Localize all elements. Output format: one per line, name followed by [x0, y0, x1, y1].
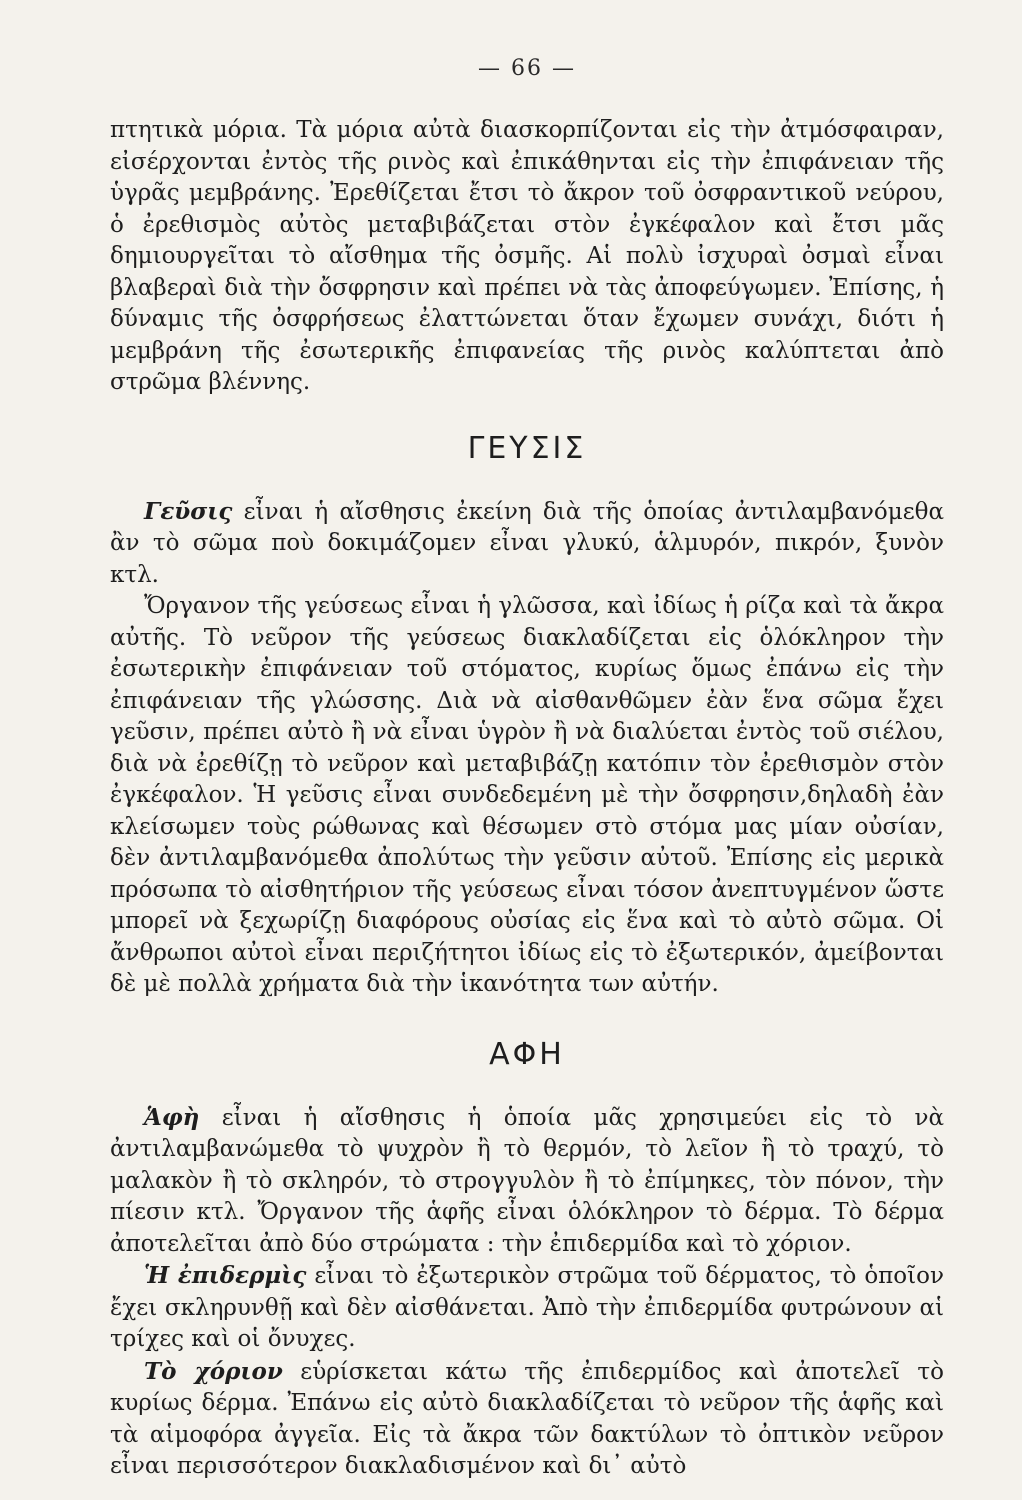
touch-term: Ἁφὴ — [144, 1103, 200, 1131]
taste-paragraph-2: Ὄργανον τῆς γεύσεως εἶναι ἡ γλῶσσα, καὶ ἰδίως ἡ ρίζα καὶ τὰ ἄκρα αὐτῆς. Τὸ νεῦρον τῆς γεύσεως διακλαδίζεται εἰς ὁλόκληρον τὴν ἐσωτερικὴν ἐπιφάνειαν τοῦ στόματος, κυρίως ὅμως ἐπάνω εἰς τὴν ἐπιφάνειαν τῆς γλώσσης. Διὰ νὰ αἰσθανθῶμεν ἐὰν ἕνα σῶμα ἔχει γεῦσιν, πρέπει αὐτὸ ἢ νὰ εἶναι ὑγρὸν ἢ νὰ διαλύεται ἐντὸς τοῦ σιέλου, διὰ νὰ ἐρεθίζῃ τὸ νεῦρον καὶ μεταβιβάζῃ κατόπιν τὸν ἐρεθισμὸν στὸν ἐγκέφαλον. Ἡ γεῦσις εἶναι συνδεδεμένη μὲ τὴν ὄσφρησιν,δηλαδὴ ἐὰν κλείσωμεν τοὺς ρώθωνας καὶ θέσωμεν στὸ στόμα μας μίαν οὐσίαν, δὲν ἀντιλαμβανόμεθα ἀπολύτως τὴν γεῦσιν αὐτοῦ. Ἐπίσης εἰς μερικὰ πρόσωπα τὸ αἰσθητήριον τῆς γεύσεως εἶναι τόσον ἀνεπτυγμένον ὥστε μπορεῖ νὰ ξεχωρίζῃ διαφόρους οὐσίας εἰς ἕνα καὶ τὸ αὐτὸ σῶμα. Οἱ ἄνθρωποι αὐτοὶ εἶναι περιζήτητοι ἰδίως εἰς τὸ ἐξωτερικόν, ἀμείβονται δὲ μὲ πολλὰ χρήματα διὰ τὴν ἱκανότητα των αὐτήν. — [110, 593, 944, 997]
smell-paragraph: πτητικὰ μόρια. Τὰ μόρια αὐτὰ διασκορπίζονται εἰς τὴν ἀτμόσφαιραν, εἰσέρχονται ἐντὸς τῆς ρινὸς καὶ ἐπικάθηνται εἰς τὴν ἐπιφάνειαν τῆς ὑγρᾶς μεμβράνης. Ἐρεθίζεται ἔτσι τὸ ἄκρον τοῦ ὀσφραντικοῦ νεύρου, ὁ ἐρεθισμὸς αὐτὸς μεταβιβάζεται στὸν ἐγκέφαλον καὶ ἔτσι μᾶς δημιουργεῖται τὸ αἴσθημα τῆς ὀσμῆς. Αἱ πολὺ ἰσχυραὶ ὀσμαὶ εἶναι βλαβεραὶ διὰ τὴν ὄσφρησιν καὶ πρέπει νὰ τὰς ἀποφεύγωμεν. Ἐπίσης, ἡ δύναμις τῆς ὀσφρήσεως ἐλαττώνεται ὅταν ἔχωμεν συνάχι, διότι ἡ μεμβράνη τῆς ἐσωτερικῆς ἐπιφανείας τῆς ρινὸς καλύπτεται ἀπὸ στρῶμα βλέννης. — [110, 117, 944, 395]
taste-term: Γεῦσις — [144, 497, 233, 525]
dermis-term: Τὸ χόριον — [144, 1357, 283, 1385]
epidermis-term: Ἡ ἐπιδερμὶς — [144, 1262, 307, 1289]
touch-paragraph-2 — [110, 1260, 944, 1356]
touch-heading: ΑΦΗ — [489, 1036, 565, 1072]
taste-heading: ΓΕΥΣΙΣ — [467, 430, 587, 466]
touch-paragraph-2-text: εἶναι τὸ ἐξωτερικὸν στρῶμα τοῦ δέρματος, τὸ ὁποῖον ἔχει σκληρυνθῇ καὶ δὲν αἰσθάνεται. Ἀπὸ τὴν ἐπιδερμίδα φυτρώνουν αἱ τρίχες καὶ οἱ ὄνυχες. — [110, 1263, 944, 1352]
touch-paragraph-1 — [110, 1102, 944, 1261]
touch-paragraph-3-text: εὑρίσκεται κάτω τῆς ἐπιδερμίδος καὶ ἀποτελεῖ τὸ κυρίως δέρμα. Ἐπάνω εἰς αὐτὸ διακλαδίζεται τὸ νεῦρον τῆς ἁφῆς καὶ τὰ αἱμοφόρα ἀγγεῖα. Εἰς τὰ ἄκρα τῶν δακτύλων τὸ ὀπτικὸν νεῦρον εἶναι περισσότερον διακλαδισμένον καὶ δι᾽ αὐτὸ — [110, 1358, 944, 1479]
touch-paragraph-1-text: εἶναι ἡ αἴσθησις ἡ ὁποία μᾶς χρησιμεύει εἰς τὸ νὰ ἀντιλαμβανώμεθα τὸ ψυχρὸν ἢ τὸ θερμόν, τὸ λεῖον ἢ τὸ τραχύ, τὸ μαλακὸν ἢ τὸ σκληρόν, τὸ στρογγυλὸν ἢ τὸ ἐπίμηκες, τὸν πόνον, τὴν πίεσιν κτλ. Ὄργανον τῆς ἁφῆς εἶναι ὁλόκληρον τὸ δέρμα. Τὸ δέρμα ἀποτελεῖται ἀπὸ δύο στρώματα : τὴν ἐπιδερμίδα καὶ τὸ χόριον. — [110, 1104, 944, 1257]
taste-paragraph-1 — [110, 496, 944, 592]
page-number: — 66 — — [478, 56, 576, 81]
taste-paragraph-1-text: εἶναι ἡ αἴσθησις ἐκείνη διὰ τῆς ὁποίας ἀντιλαμβανόμεθα ἂν τὸ σῶμα ποὺ δοκιμάζομεν εἶναι γλυκύ, ἁλμυρόν, πικρόν, ξυνὸν κτλ. — [110, 498, 944, 588]
touch-paragraph-3 — [110, 1356, 944, 1483]
